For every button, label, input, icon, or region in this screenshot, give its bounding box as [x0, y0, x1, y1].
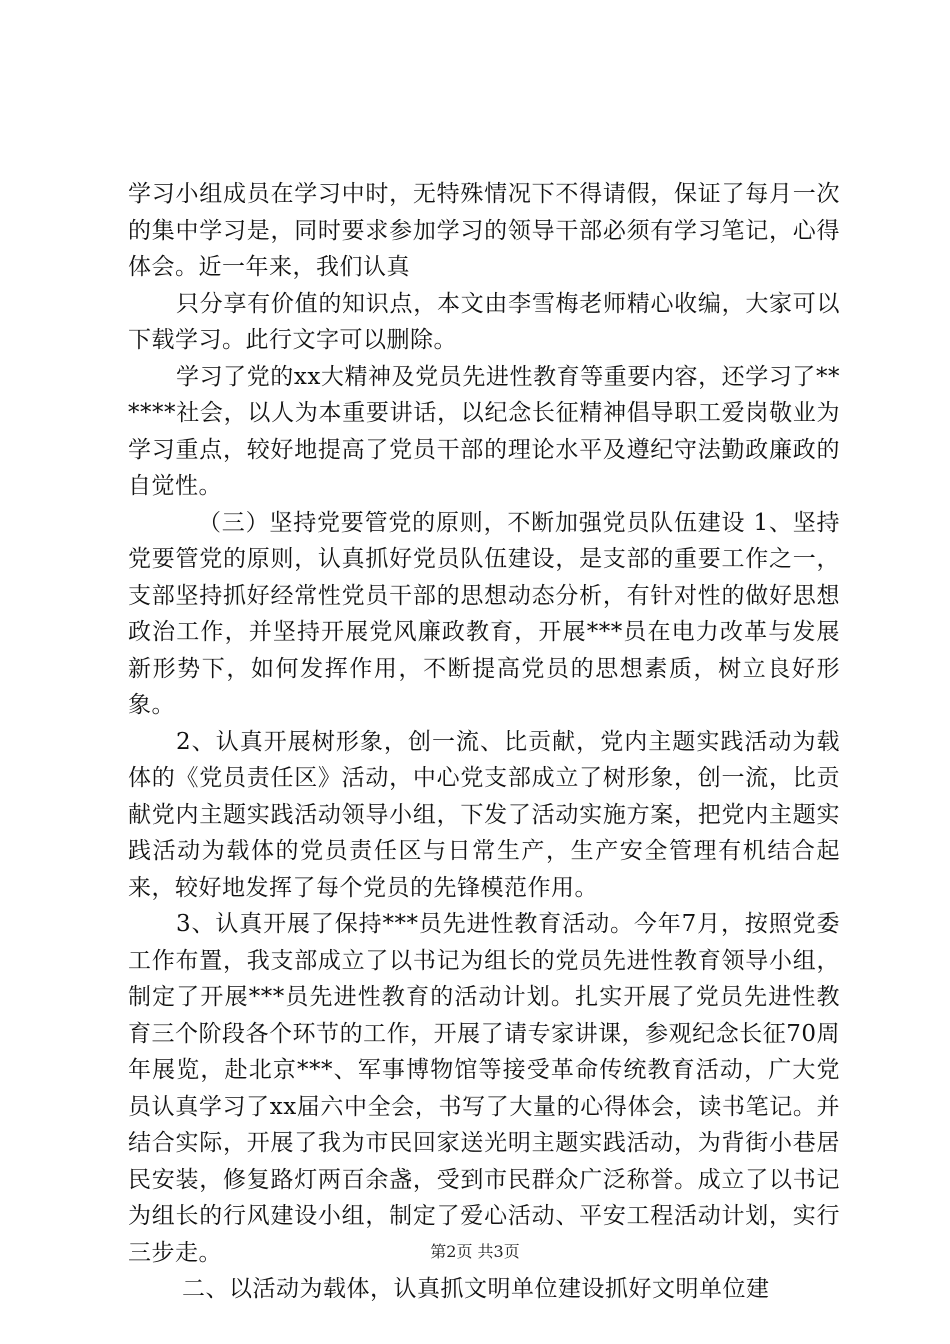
paragraph-study-group: 学习小组成员在学习中时，无特殊情况下不得请假，保证了每月一次的集中学习是，同时要求参加学习的领导干部必须有学习笔记，心得体会。近一年来，我们认真: [128, 181, 840, 280]
paragraph-study-content: 学习了党的xx大精神及党员先进性教育等重要内容，还学习了******社会，以人为本重要讲话，以纪念长征精神倡导职工爱岗敬业为学习重点，较好地提高了党员干部的理论水平及遵纪守法勤政廉政的自觉性。: [128, 363, 840, 499]
paragraph-responsibility-zone: 2、认真开展树形象，创一流、比贡献，党内主题实践活动为载体的《党员责任区》活动，中心党支部成立了树形象，创一流，比贡献党内主题实践活动领导小组，下发了活动实施方案，把党内主题实践活动为载体的党员责任区与日常生产，生产安全管理有机结合起来，较好地发挥了每个党员的先锋模范作用。: [128, 728, 840, 901]
document-body: [128, 176, 840, 1308]
paragraph-share-notice: 只分享有价值的知识点，本文由李雪梅老师精心收编，大家可以下载学习。此行文字可以删除。: [128, 290, 840, 353]
paragraph-advanced-education: 3、认真开展了保持***员先进性教育活动。今年7月，按照党委工作布置，我支部成立了以书记为组长的党员先进性教育领导小组，制定了开展***员先进性教育的活动计划。扎实开展了党员先进性教育三个阶段各个环节的工作，开展了请专家讲课，参观纪念长征70周年展览，赴北京***、军事博物馆等接受革命传统教育活动，广大党员认真学习了xx届六中全会，书写了大量的心得体会，读书笔记。并结合实际，开展了我为市民回家送光明主题实践活动，为背街小巷居民安装，修复路灯两百余盏，受到市民群众广泛称誉。成立了以书记为组长的行风建设小组，制定了爱心活动、平安工程活动计划，实行三步走。: [128, 911, 840, 1266]
paragraph-party-building: （三）坚持党要管党的原则，不断加强党员队伍建设 1、坚持党要管党的原则，认真抓好党员队伍建设，是支部的重要工作之一，支部坚持抓好经常性党员干部的思想动态分析，有针对性的做好思想政治工作，并坚持开展党风廉政教育，开展***员在电力改革与发展新形势下，如何发挥作用，不断提高党员的思想素质，树立良好形象。: [128, 509, 840, 718]
paragraph-civilized-unit-heading: 二、以活动为载体，认真抓文明单位建设抓好文明单位建: [182, 1276, 770, 1302]
page-number-footer: 第2页 共3页: [430, 1242, 520, 1261]
